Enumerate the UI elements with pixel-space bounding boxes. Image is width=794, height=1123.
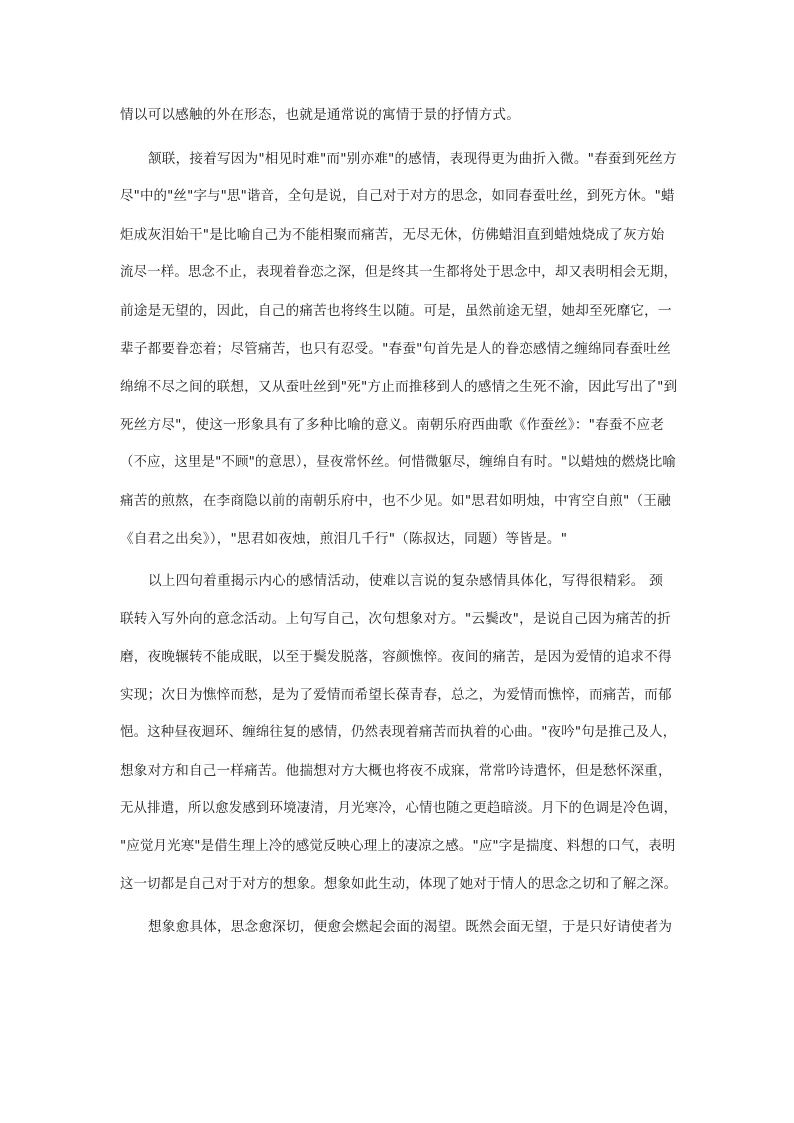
text-line: 炬成灰泪始干"是比喻自己为不能相聚而痛苦，无尽无休，仿佛蜡泪直到蜡烛烧成了灰方始 <box>120 227 665 243</box>
text-line: 情以可以感触的外在形态，也就是通常说的寓情于景的抒情方式。 <box>120 107 521 123</box>
text-line: "应觉月光寒"是借生理上冷的感觉反映心理上的凄凉之感。"应"字是揣度、料想的口气，表明 <box>120 839 676 854</box>
text-line: 痛苦的煎熬，在李商隐以前的南朝乐府中，也不少见。如"思君如明烛，中宵空自煎"（王融 <box>120 493 671 509</box>
text-line: 绵绵不尽之间的联想，又从蚕吐丝到"死"方止而推移到人的感情之生死不渝，因此写出了"到 <box>120 379 678 395</box>
text-line: 这一切都是自己对于对方的想象。想象如此生动，体现了她对于情人的思念之切和了解之深。 <box>120 877 678 892</box>
text-line: 前途是无望的，因此，自己的痛苦也将终生以随。可是，虽然前途无望，她却至死靡它，一 <box>120 303 672 319</box>
text-line: 实现；次日为憔悴而愁，是为了爱情而希望长葆青春，总之，为爱情而憔悴，而痛苦，而郁 <box>120 687 672 703</box>
text-line: 死丝方尽"，使这一形象具有了多种比喻的意义。南朝乐府西曲歌《作蚕丝》："春蚕不应老 <box>120 417 665 433</box>
text-line: 磨，夜晚辗转不能成眠，以至于鬓发脱落，容颜憔悴。夜间的痛苦，是因为爱情的追求不得 <box>120 649 672 665</box>
paragraph-start-line: 想象愈具体，思念愈深切，便愈会燃起会面的渴望。既然会面无望，于是只好请使者为 <box>148 919 673 935</box>
text-line: 悒。这种昼夜迴环、缠绵往复的感情，仍然表现着痛苦而执着的心曲。"夜吟"句是推己及人， <box>120 725 677 740</box>
text-line: 想象对方和自己一样痛苦。他揣想对方大概也将夜不成寐，常常吟诗遣怀，但是愁怀深重， <box>120 763 672 779</box>
text-line: 联转入写外向的意念活动。上句写自己，次句想象对方。"云鬓改"，是说自己因为痛苦的折 <box>120 611 671 627</box>
paragraph-start-line: 以上四句着重揭示内心的感情活动，使难以言说的复杂感情具体化，写得很精彩。 颈 <box>148 573 663 589</box>
text-line: 《自君之出矣》），"思君如夜烛，煎泪几千行"（陈叔达，同题）等皆是。" <box>120 531 568 547</box>
text-line: 无从排遣，所以愈发感到环境凄清，月光寒冷，心情也随之更趋暗淡。月下的色调是冷色调， <box>120 801 678 816</box>
text-line: 流尽一样。思念不止，表现着眷恋之深，但是终其一生都将处于思念中，却又表明相会无期， <box>120 265 678 280</box>
text-line: 尽"中的"丝"字与"思"谐音，全句是说，自己对于对方的思念，如同春蚕吐丝，到死方休。"蜡 <box>120 189 675 204</box>
text-line: 辈子都要眷恋着；尽管痛苦，也只有忍受。"春蚕"句首先是人的眷恋感情之缠绵同春蚕吐丝 <box>120 341 671 357</box>
paragraph-start-line: 颔联，接着写因为"相见时难"而"别亦难"的感情，表现得更为曲折入微。"春蚕到死丝方 <box>148 151 677 167</box>
text-line: （不应，这里是"不顾"的意思），昼夜常怀丝。何惜微躯尽，缠绵自有时。"以蜡烛的燃烧比喻 <box>120 455 676 470</box>
